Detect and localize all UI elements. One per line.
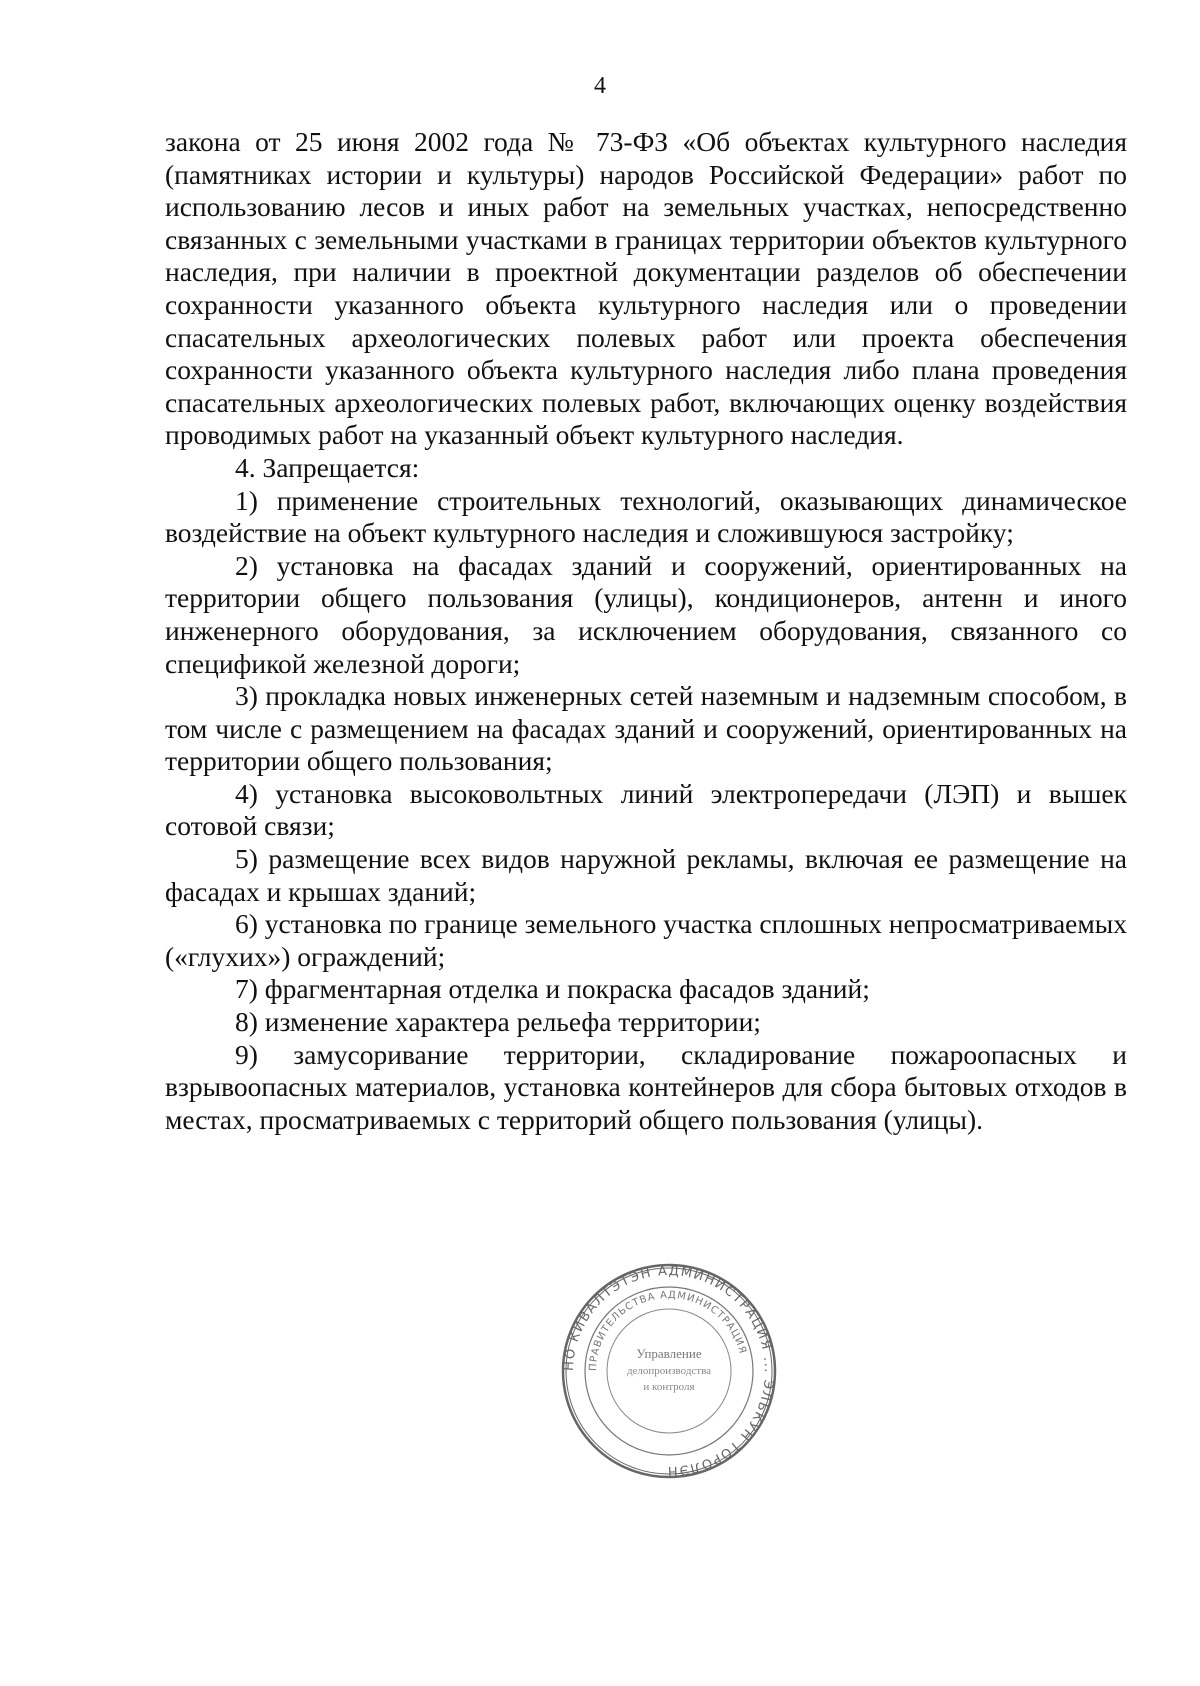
seal-outer-text: НО КИВАЛТЭТЭН АДМИНИСТРАЦИЯ ... ЭЛЬКУН ТОРОЛЭН [561,1263,777,1479]
seal-graphic [560,1262,778,1480]
official-seal-stamp [560,1262,778,1480]
list-item: 1) применение строительных технологий, оказывающих динамическое воздействие на объект культурного наследия и сложившуюся застройку; [165,484,1127,549]
list-item: 8) изменение характера рельефа территории; [235,1006,761,1038]
seal-center-line-3: и контроля [643,1381,695,1393]
continuation-paragraph: закона от 25 июня 2002 года № 73-ФЗ «Об объектах культурного наследия (памятниках истории и культуры) народов Российской Федерации» работ по использованию лесов и иных работ на земельных участках, непосредственно связанных с земельными участками в границах территории объектов культурного наследия, при наличии в проектной документации разделов об обеспечении сохранности указанного объекта культурного наследия или о проведении спасательных археологических полевых работ или проекта обеспечения сохранности указанного объекта культурного наследия либо плана проведения спасательных археологических полевых работ, включающих оценку воздействия проводимых работ на указанный объект культурного наследия. [165,126,1127,451]
page-number: 4 [594,73,606,99]
list-item: 6) установка по границе земельного участка сплошных непросматриваемых («глухих») ограждений; [165,908,1127,972]
list-item: 3) прокладка новых инженерных сетей наземным и надземным способом, в том числе с размещением на фасадах зданий и сооружений, ориентированных на территории общего пользования; [165,680,1127,777]
list-item: 4) установка высоковольтных линий электропередачи (ЛЭП) и вышек сотовой связи; [165,777,1127,842]
seal-center-line-1: Управление [636,1346,702,1361]
list-item: 5) размещение всех видов наружной рекламы, включая ее размещение на фасадах и крышах зданий; [165,843,1127,907]
list-item: 2) установка на фасадах зданий и сооружений, ориентированных на территории общего пользования (улицы), кондиционеров, антенн и иного инженерного оборудования, за исключением оборудования, связанного со спецификой железной дороги; [165,549,1127,679]
seal-inner-text: ПРАВИТЕЛЬСТВА АДМИНИСТРАЦИЯ [587,1289,748,1372]
seal-center-line-2: делопроизводства [626,1365,712,1377]
section-heading: 4. Запрещается: [235,451,420,483]
document-body [165,126,1127,1136]
list-item: 7) фрагментарная отделка и покраска фасадов зданий; [235,973,870,1005]
list-item: 9) замусоривание территории, складирование пожароопасных и взрывоопасных материалов, установка контейнеров для сбора бытовых отходов в местах, просматриваемых с территорий общего пользования (улицы). [165,1038,1127,1135]
